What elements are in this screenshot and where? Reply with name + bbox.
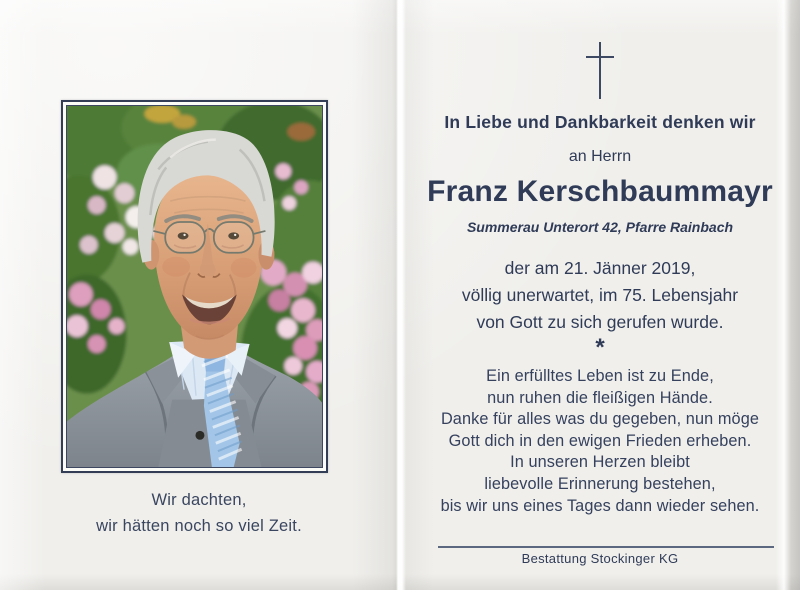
obituary-line: völlig unerwartet, im 75. Lebensjahr — [461, 285, 739, 305]
portrait-photo — [66, 105, 323, 468]
poem-line: nun ruhen die fleißigen Hände. — [487, 388, 713, 407]
poem-line: In unseren Herzen bleibt — [510, 453, 690, 472]
footer-rule — [438, 546, 774, 548]
poem-line: Gott dich in den ewigen Frieden erheben. — [448, 431, 752, 450]
obituary-line: von Gott zu sich gerufen wurde. — [476, 312, 724, 332]
photo-caption — [0, 487, 398, 539]
caption-line: Wir dachten, — [151, 491, 247, 509]
obituary-text — [406, 255, 794, 336]
poem-line: Ein erfülltes Leben ist zu Ende, — [486, 367, 714, 385]
obituary-line: der am 21. Jänner 2019, — [504, 258, 696, 278]
poem-line: bis wir uns eines Tages dann wieder sehen. — [440, 496, 760, 515]
cross-icon — [585, 42, 615, 99]
caption-line: wir hätten noch so viel Zeit. — [96, 517, 302, 535]
deceased-name: Franz Kerschbaummayr — [427, 175, 773, 208]
salutation-line: an Herrn — [568, 148, 632, 165]
memorial-poem — [406, 366, 794, 517]
funeral-home-name: Bestattung Stockinger KG — [521, 551, 679, 566]
poem-line: liebevolle Erinnerung bestehen, — [484, 474, 716, 493]
card-right-panel — [406, 0, 794, 590]
portrait-photo-frame — [61, 100, 328, 473]
portrait-illustration — [67, 106, 322, 467]
poem-line: Danke für alles was du gegeben, nun möge — [440, 410, 760, 429]
deceased-address: Summerau Unterort 42, Pfarre Rainbach — [466, 219, 734, 235]
intro-line: In Liebe und Dankbarkeit denken wir — [444, 112, 756, 132]
asterisk-separator: * — [595, 334, 605, 361]
